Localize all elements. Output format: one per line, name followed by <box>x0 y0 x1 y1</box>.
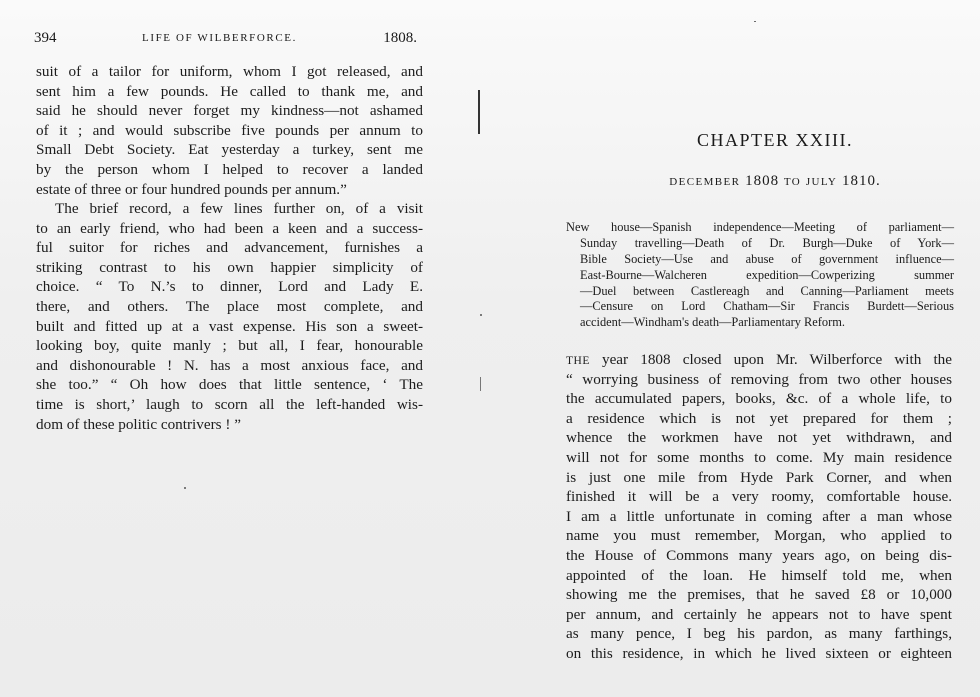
chapter-body <box>566 350 952 664</box>
text-line: time is short,’ laugh to scorn all the left-handed wis- <box>36 395 423 413</box>
text-line: The brief record, a few lines further on, of a visit <box>55 200 423 217</box>
chapter-synopsis <box>566 220 954 331</box>
chapter-date-range <box>490 173 980 190</box>
synopsis-line: New house—Spanish independence—Meeting of parliament— <box>566 220 954 234</box>
running-head-year: 1808. <box>383 30 417 46</box>
text-line: she too.” “ Oh how does that little sentence, ‘ The <box>36 376 423 394</box>
text-line: sent him a few pounds. He called to thank me, and <box>36 82 423 100</box>
text-line: the House of Commons many years ago, on being dis- <box>566 546 952 564</box>
text-line: will not for some months to come. My main residence <box>566 448 952 466</box>
text-line: choice. “ To N.’s to dinner, Lord and Lady E. <box>36 278 423 296</box>
text-line: dom of these politic contrivers ! ” <box>36 415 241 433</box>
text-line: per annum, and certainly he appears not to have spent <box>566 605 952 623</box>
text-line: by the person whom I helped to recover a landed <box>36 160 423 178</box>
text-line: the accumulated papers, books, &c. of a whole life, to <box>566 390 952 408</box>
synopsis-line: accident—Windham's death—Parliamentary Reform. <box>580 315 845 330</box>
synopsis-line: East-Bourne—Walcheren expedition—Cowperizing summer <box>580 267 954 282</box>
text-line: is just one mile from Hyde Park Corner, and when <box>566 468 952 486</box>
synopsis-line: Bible Society—Use and abuse of government influence— <box>580 251 954 266</box>
synopsis-line: —Censure on Lord Chatham—Sir Francis Burdett—Serious <box>580 299 954 314</box>
text-line: ful suitor for riches and advancement, furnishes a <box>36 239 423 257</box>
date-to-month: JULY <box>805 176 838 188</box>
paragraph-brief-record <box>36 199 423 434</box>
text-line: showing me the premises, that he saved £8 or 10,000 <box>566 586 952 604</box>
text-line: I am a little unfortunate in coming after a man whose <box>566 507 952 525</box>
text-line: said he should never forget my kindness—not ashamed <box>36 102 423 120</box>
text-line: estate of three or four hundred pounds per annum.” <box>36 180 347 198</box>
text-line: and dishonourable ! N. has a most anxious face, and <box>36 356 423 374</box>
drop-small-caps: THE <box>566 355 590 367</box>
date-to-year: 1810. <box>842 173 881 189</box>
text-line: Small Debt Society. Eat yesterday a turkey, sent me <box>36 141 423 159</box>
chapter-title: CHAPTER XXIII. <box>697 130 853 150</box>
text-line: striking contrast to his own happier simplicity of <box>36 258 423 276</box>
text-line: a residence which is not yet prepared for them ; <box>566 409 952 427</box>
running-head-title: LIFE OF WILBERFORCE. <box>142 32 297 44</box>
running-head <box>34 30 417 50</box>
text-line: there, and others. The place most complete, and <box>36 297 423 315</box>
text-line: finished it will be a very roomy, comfortable house. <box>566 488 952 506</box>
synopsis-line: Sunday travelling—Death of Dr. Burgh—Duke of York— <box>580 235 954 250</box>
paragraph-continued <box>36 62 423 199</box>
text-line: name you must remember, Morgan, who applied to <box>566 527 952 545</box>
text-line: built and fitted up at a vast expense. His son a sweet- <box>36 317 423 335</box>
text-line: to an early friend, who had been a keen and a success- <box>36 219 423 237</box>
text-line: on this residence, in which he lived sixteen or eighteen <box>566 644 952 662</box>
text-line: looking boy, quite manly ; but all, I fear, honourable <box>36 337 423 355</box>
scan-speck <box>184 487 186 489</box>
text-line: “ worrying business of removing from two other houses <box>566 370 952 388</box>
right-page <box>490 0 980 697</box>
date-from-month: DECEMBER <box>669 176 741 188</box>
page-number: 394 <box>34 30 57 46</box>
text-line: whence the workmen have not yet withdrawn, and <box>566 429 952 447</box>
gutter-scan-mark <box>480 377 481 391</box>
text-line: appointed of the loan. He himself told me, when <box>566 566 952 584</box>
first-line-rest: year 1808 closed upon Mr. Wilberforce with the <box>589 351 952 368</box>
text-line: as many pence, I beg his pardon, as many farthings, <box>566 625 952 643</box>
text-line: suit of a tailor for uniform, whom I got released, and <box>36 63 423 80</box>
gutter-scan-mark <box>478 90 480 134</box>
date-to-word: TO <box>783 176 802 188</box>
date-from-year: 1808 <box>745 173 780 189</box>
scan-speck <box>480 314 482 316</box>
synopsis-line: —Duel between Castlereagh and Canning—Parliament meets <box>580 283 954 298</box>
text-line <box>566 350 952 370</box>
text-line: of it ; and would subscribe five pounds per annum to <box>36 121 423 139</box>
